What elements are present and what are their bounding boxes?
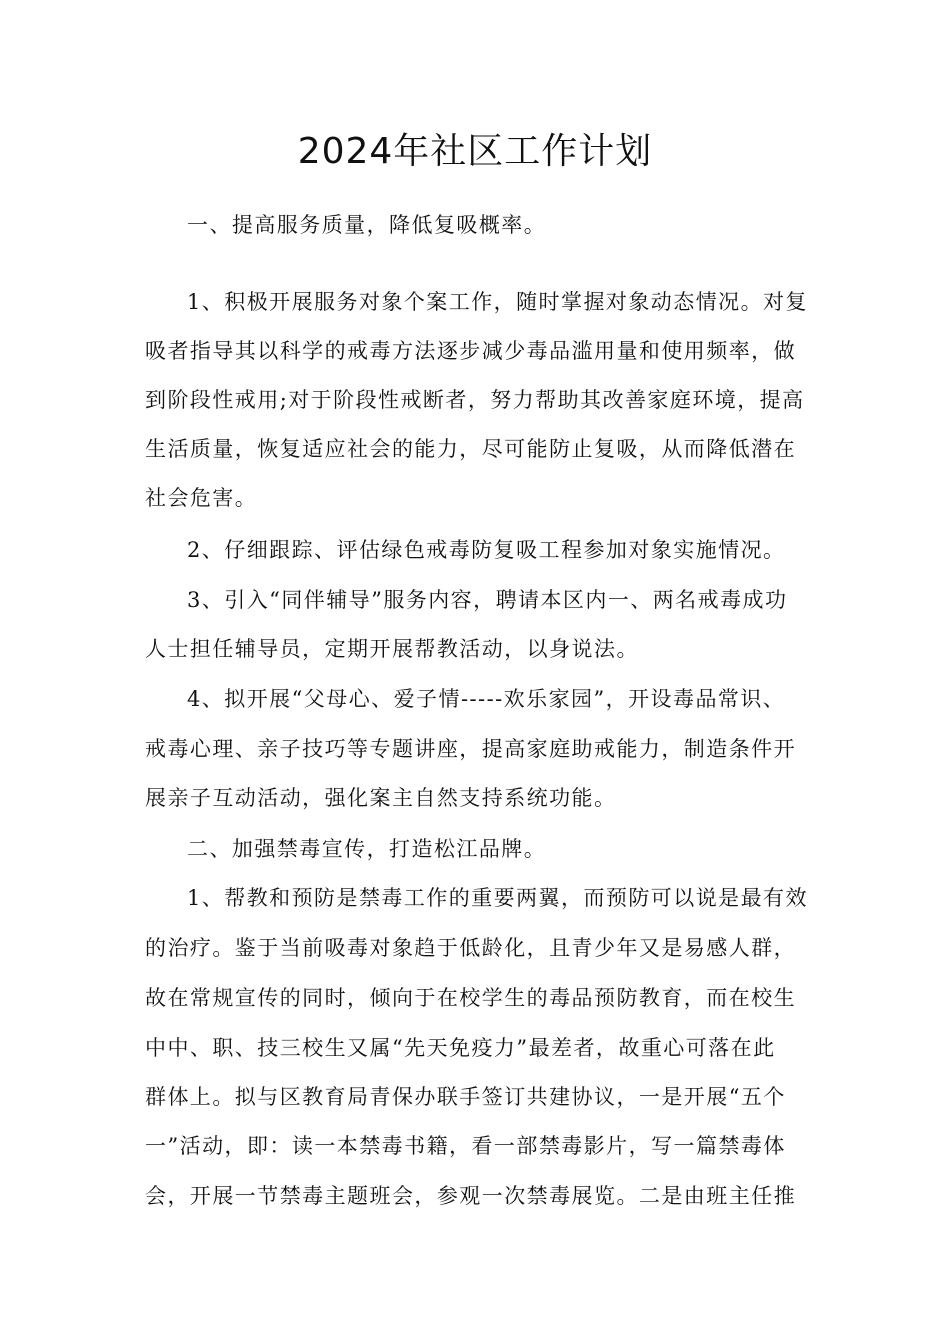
paragraph-line: 戒毒心理、亲子技巧等专题讲座，提高家庭助戒能力，制造条件开 bbox=[145, 737, 797, 761]
section-heading-1: 一、提高服务质量，降低复吸概率。 bbox=[187, 213, 547, 237]
paragraph-line: 到阶段性戒用;对于阶段性戒断者，努力帮助其改善家庭环境，提高 bbox=[145, 388, 805, 412]
paragraph-line: 吸者指导其以科学的戒毒方法逐步减少毒品滥用量和使用频率，做 bbox=[145, 339, 797, 363]
paragraph-line: 中中、职、技三校生又属“先天免疫力”最差者，故重心可落在此 bbox=[145, 1036, 776, 1060]
paragraph-line: 2、仔细跟踪、评估绿色戒毒防复吸工程参加对象实施情况。 bbox=[187, 538, 786, 562]
paragraph-line: 4、拟开展“父母心、爱子情-----欢乐家园”，开设毒品常识、 bbox=[187, 687, 786, 711]
paragraph-line: 展亲子互动活动，强化案主自然支持系统功能。 bbox=[145, 786, 617, 810]
paragraph-line: 会，开展一节禁毒主题班会，参观一次禁毒展览。二是由班主任推 bbox=[145, 1184, 797, 1208]
paragraph-line: 1、积极开展服务对象个案工作，随时掌握对象动态情况。对复 bbox=[187, 290, 808, 314]
paragraph-line: 人士担任辅导员，定期开展帮教活动，以身说法。 bbox=[145, 637, 639, 661]
document-title: 2024年社区工作计划 bbox=[297, 131, 653, 172]
paragraph-line: 故在常规宣传的同时，倾向于在校学生的毒品预防教育，而在校生 bbox=[145, 986, 797, 1010]
paragraph-line: 生活质量，恢复适应社会的能力，尽可能防止复吸，从而降低潜在 bbox=[145, 437, 797, 461]
paragraph-line: 群体上。拟与区教育局青保办联手签订共建协议，一是开展“五个 bbox=[145, 1085, 786, 1109]
section-heading-2: 二、加强禁毒宣传，打造松江品牌。 bbox=[187, 837, 547, 861]
paragraph-line: 社会危害。 bbox=[145, 486, 258, 510]
paragraph-line: 3、引入“同伴辅导”服务内容，聘请本区内一、两名戒毒成功 bbox=[187, 588, 788, 612]
paragraph-line: 的治疗。鉴于当前吸毒对象趋于低龄化，且青少年又是易感人群， bbox=[145, 936, 797, 960]
paragraph-line: 一”活动，即：读一本禁毒书籍，看一部禁毒影片，写一篇禁毒体 bbox=[145, 1134, 786, 1158]
paragraph-line: 1、帮教和预防是禁毒工作的重要两翼，而预防可以说是最有效 bbox=[187, 886, 808, 910]
